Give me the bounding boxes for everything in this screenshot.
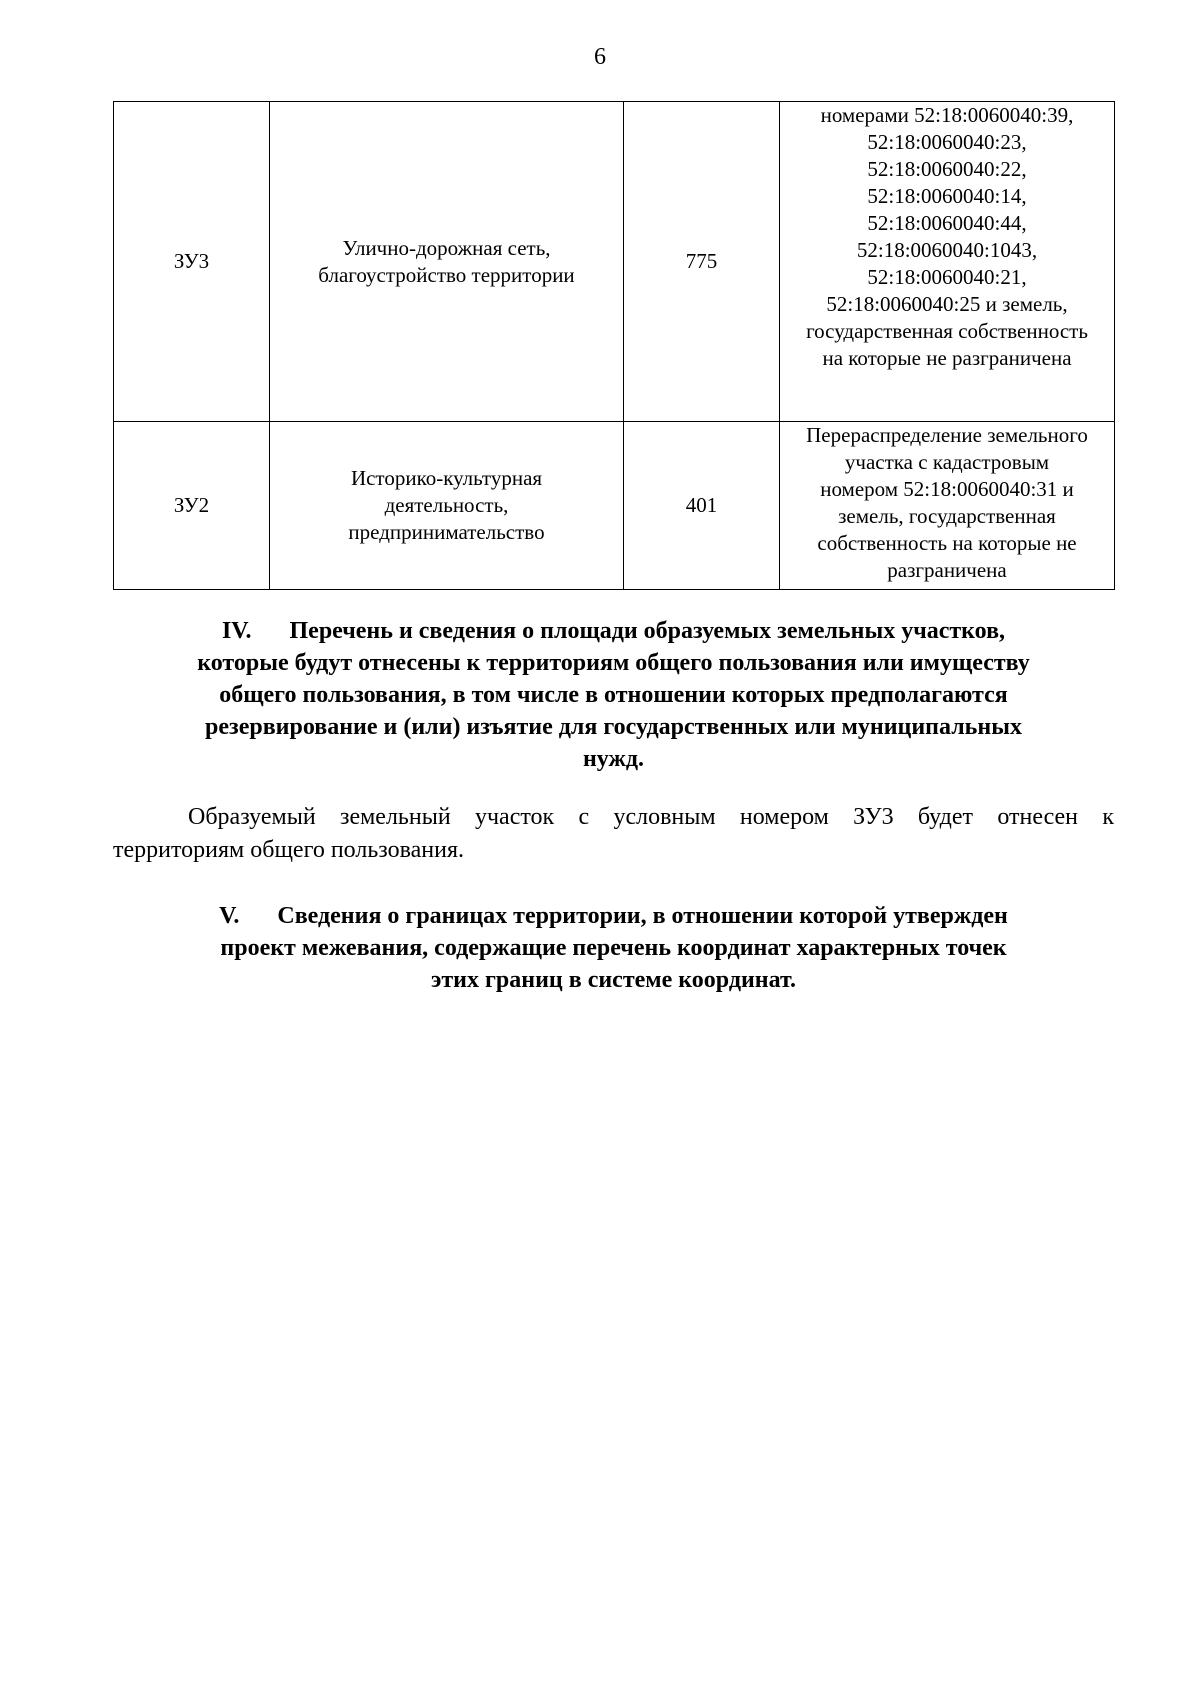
- cell-line: 52:18:0060040:44,: [867, 211, 1027, 235]
- heading-line: [113, 900, 1114, 932]
- cell-line: Улично-дорожная сеть,: [342, 235, 551, 260]
- heading-line: проект межевания, содержащие перечень координат характерных точек: [220, 935, 1007, 961]
- section-heading-v: [113, 900, 1114, 996]
- parcel-notes-cell: [780, 102, 1115, 422]
- parcel-use-cell: [270, 102, 624, 422]
- cell-line: номерами 52:18:0060040:39,: [820, 103, 1074, 127]
- parcel-use-cell: [270, 422, 624, 590]
- parcel-notes-cell: [780, 422, 1115, 590]
- section-number: IV.: [221, 618, 252, 644]
- cell-line: на которые не разграничена: [822, 346, 1072, 370]
- heading-line: этих границ в системе координат.: [431, 967, 796, 993]
- cell-line: 52:18:0060040:21,: [867, 265, 1027, 289]
- table-row: [114, 102, 1115, 422]
- page-number: 6: [594, 44, 606, 70]
- parcel-id-cell: ЗУ3: [114, 102, 270, 422]
- heading-line: которые будут отнесены к территориям общего пользования или имуществу: [197, 650, 1030, 676]
- cell-line: 52:18:0060040:1043,: [856, 238, 1038, 262]
- cell-line: 52:18:0060040:14,: [867, 184, 1027, 208]
- table-row: [114, 422, 1115, 590]
- cell-line: 52:18:0060040:25 и земель,: [826, 292, 1068, 316]
- cell-line: благоустройство территории: [318, 262, 575, 287]
- cell-line: деятельность,: [384, 493, 509, 517]
- heading-line: нужд.: [582, 746, 645, 772]
- heading-text: Сведения о границах территории, в отношении которой утвержден: [277, 903, 1008, 929]
- heading-line: общего пользования, в том числе в отношении которых предполагаются: [219, 682, 1008, 708]
- heading-line: [113, 615, 1114, 647]
- parcel-id-cell: ЗУ2: [114, 422, 270, 590]
- body-paragraph: [113, 801, 1114, 867]
- cell-line: земель, государственная: [838, 504, 1056, 528]
- section-heading-iv: [113, 615, 1114, 775]
- cell-line: 52:18:0060040:23,: [867, 130, 1027, 154]
- cell-line: собственность на которые не: [817, 531, 1077, 555]
- cell-line: номером 52:18:0060040:31 и: [820, 477, 1074, 501]
- heading-text: Перечень и сведения о площади образуемых земельных участков,: [289, 618, 1006, 644]
- parcels-table: [113, 101, 1115, 590]
- cell-line: участка с кадастровым: [844, 450, 1050, 474]
- paragraph-line: территориям общего пользования.: [113, 837, 464, 863]
- cell-line: Историко-культурная: [350, 466, 543, 490]
- cell-line: предпринимательство: [348, 520, 545, 544]
- cell-line: государственная собственность: [806, 319, 1088, 343]
- cell-line: разграничена: [887, 558, 1007, 582]
- section-number: V.: [219, 903, 240, 929]
- parcel-area-cell: 401: [624, 422, 780, 590]
- paragraph-line: Образуемый земельный участок с условным номером ЗУ3 будет отнесен к: [188, 804, 1114, 830]
- heading-line: резервирование и (или) изъятие для государственных или муниципальных: [205, 714, 1022, 740]
- cell-line: 52:18:0060040:22,: [867, 157, 1027, 181]
- parcel-area-cell: 775: [624, 102, 780, 422]
- cell-line: Перераспределение земельного: [806, 423, 1088, 447]
